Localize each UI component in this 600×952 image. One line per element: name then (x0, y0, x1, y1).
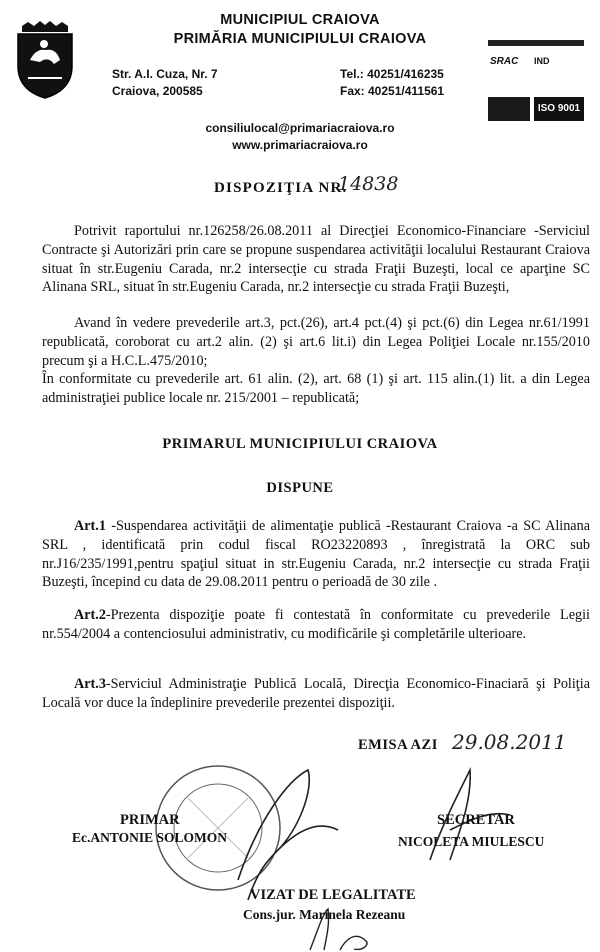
article-2-text: -Prezenta dispoziţie poate fi contestată în conformitate cu prevederile Legii nr.554/2004 a contenciosului administrativ, cu modificările şi completările ulterioare. (42, 607, 590, 642)
article-1 (42, 517, 590, 592)
document-title: DISPOZIŢIA NR. (214, 180, 348, 196)
handwritten-issue-date: 29.08.2011 (452, 730, 567, 754)
preamble-paragraph-conformity: În conformitate cu prevederile art. 61 alin. (2), art. 68 (1) şi art. 115 alin.(1) lit. a din Legea administraţiei publice locale nr. 215/2001 – republicată; (42, 371, 590, 406)
handwritten-document-number: 14838 (338, 173, 399, 195)
mayor-name: Ec.ANTONIE SOLOMON (72, 830, 228, 845)
article-1-text: -Suspendarea activităţii de alimentaţie publică -Restaurant Craiova -a SC Alinana SRL , identificată prin codul fiscal RO23220893 , înregistrată la ORC sub nr.J16/235/1991,pentru spaţiul situat in str.Eugeniu Carada, nr.2 intersecţie cu strada Fraţii Buzeşti, începind cu data de 29.08.2011 pentru o perioadă de 30 zile . (42, 518, 590, 591)
email-address: consiliulocal@primariacraiova.ro (205, 121, 395, 135)
institution-title: MUNICIPIUL CRAIOVA (220, 12, 380, 28)
address-city: Craiova, 200585 (112, 84, 203, 98)
legality-check-label: VIZAT DE LEGALITATE (250, 887, 416, 903)
preamble-paragraph-report: Potrivit raportului nr.126258/26.08.2011 al Direcţiei Economico-Financiare -Serviciul Contracte şi Autorizări prin care se propune suspendarea activităţii localului Restaurant Craiova situat în str.Eugeniu Carada, nr.2 intersecţie cu strada Fraţii Buzeşti, local ce aparţine SC Alinana SRL, situat în str.Eugeniu Carada, nr.2 intersecţie cu strada Fraţii Buzeşti, (42, 223, 590, 296)
mayor-title: PRIMAR (120, 812, 180, 828)
certification-seal-icon (488, 97, 530, 121)
srac-certification-logo: SRAC (490, 56, 519, 67)
secretary-name: NICOLETA MIULESCU (398, 834, 545, 849)
preamble-paragraph-legal-basis: Avand în vedere prevederile art.3, pct.(26), art.4 pct.(4) şi pct.(6) din Legea nr.61/1991 republicată, coroborat cu art.2 alin. (2) şi art.6 lit.i) din Legea Poliţiei Locale nr.155/2010 precum şi a H.C.L.475/2010; (42, 315, 590, 369)
website-address: www.primariacraiova.ro (232, 138, 368, 152)
address-street: Str. A.I. Cuza, Nr. 7 (112, 67, 218, 81)
issuer-heading: PRIMARUL MUNICIPIULUI CRAIOVA (162, 436, 438, 452)
article-3 (42, 675, 590, 713)
iso-label: ISO 9001 (537, 103, 581, 114)
certification-logo-bar (488, 40, 584, 46)
article-3-text: -Serviciul Administraţie Publică Locală, Direcţia Economico-Finaciară şi Poliţia Locală vor duce la îndeplinire prevederile prezentei dispoziţii. (42, 676, 590, 711)
institution-subtitle: PRIMĂRIA MUNICIPIULUI CRAIOVA (173, 31, 427, 47)
article-1-label: Art.1 (74, 518, 106, 534)
phone-number: Tel.: 40251/416235 (340, 67, 444, 81)
article-2-label: Art.2 (74, 607, 106, 623)
legal-counsel-name: Cons.jur. Marinela Rezeanu (243, 907, 406, 922)
issued-label: EMISA AZI (358, 737, 438, 753)
ind-certification-logo: IND (534, 56, 550, 66)
article-3-label: Art.3 (74, 676, 106, 692)
secretary-title: SECRETAR (437, 812, 515, 828)
article-2 (42, 606, 590, 644)
fax-number: Fax: 40251/411561 (340, 84, 445, 98)
legal-counsel-signature (300, 905, 380, 952)
decision-heading: DISPUNE (266, 480, 334, 496)
